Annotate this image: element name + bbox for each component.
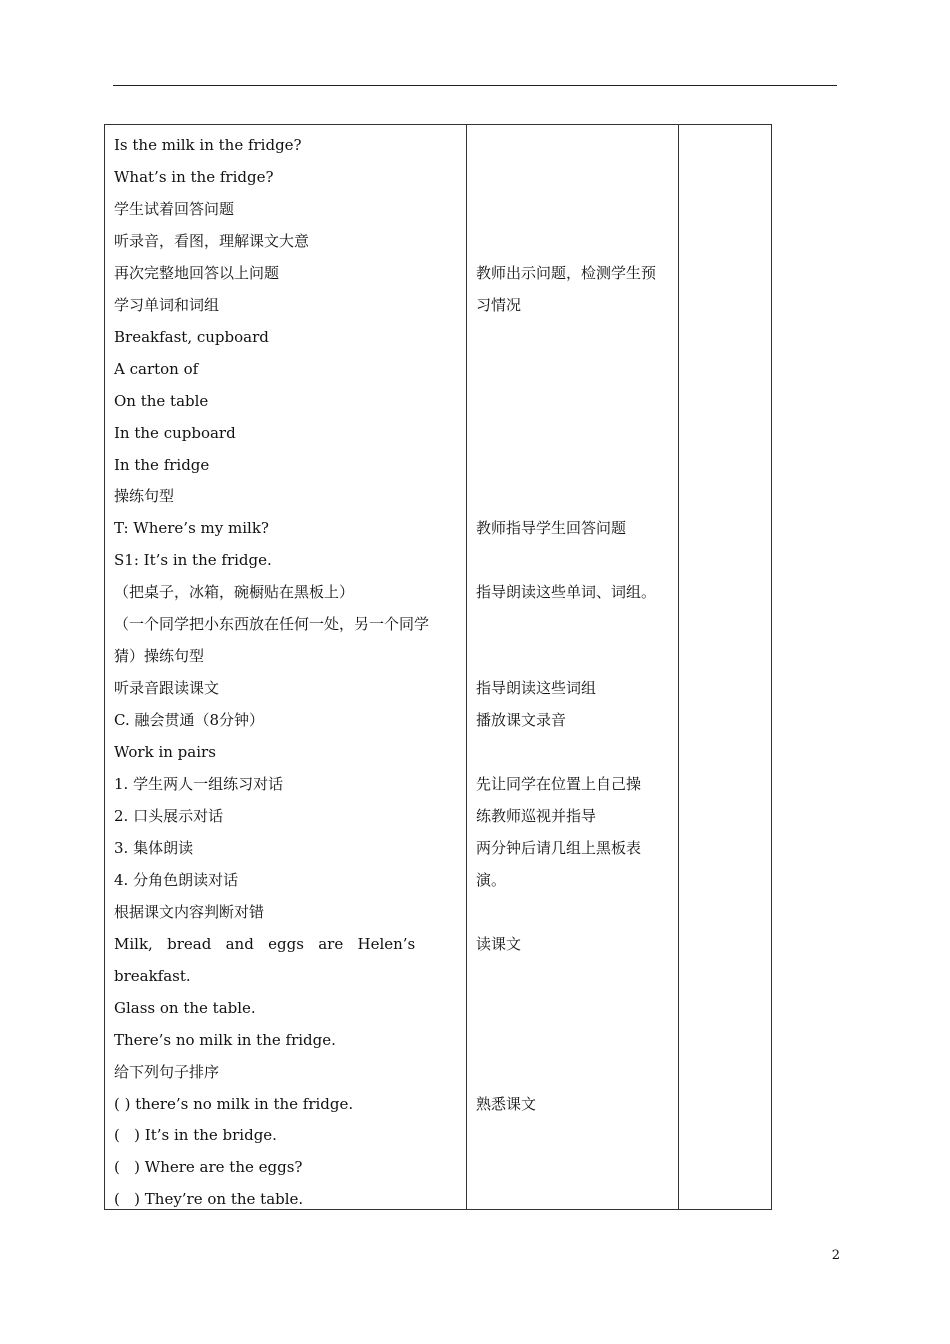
- activity-line: 3. 集体朗读: [114, 838, 194, 857]
- activity-line: ( ) It’s in the bridge.: [114, 1126, 277, 1145]
- activity-line: 操练句型: [114, 487, 175, 506]
- activity-line: （一个同学把小东西放在任何一处，另一个同学: [114, 615, 430, 634]
- activity-line: Glass on the table.: [114, 998, 256, 1017]
- activity-line: ( ) They’re on the table.: [114, 1190, 304, 1209]
- teacher-line: 两分钟后请几组上黑板表: [476, 838, 642, 857]
- activity-line: In the fridge: [114, 455, 210, 474]
- activity-line: Breakfast, cupboard: [114, 327, 269, 346]
- activity-line: 学习单词和词组: [114, 295, 220, 314]
- activity-line: （把桌子，冰箱，碗橱贴在黑板上）: [114, 583, 355, 602]
- teacher-line: 教师出示问题，检测学生预: [476, 263, 657, 282]
- activity-line: breakfast.: [114, 966, 191, 985]
- teacher-line: 播放课文录音: [476, 711, 567, 730]
- activity-line: 根据课文内容判断对错: [114, 902, 265, 921]
- activity-line: T: Where’s my milk?: [114, 519, 269, 538]
- activity-line: ( ) Where are the eggs?: [114, 1158, 303, 1177]
- teacher-line: 熟悉课文: [476, 1094, 537, 1113]
- activity-line: In the cupboard: [114, 423, 236, 442]
- activity-line: Milk, bread and eggs are Helen’s: [114, 934, 416, 953]
- teacher-line: 习情况: [476, 295, 522, 314]
- header-rule: [113, 85, 837, 86]
- activity-line: There’s no milk in the fridge.: [114, 1030, 336, 1049]
- activity-line: 1. 学生两人一组练习对话: [114, 775, 284, 793]
- activity-line: S1: It’s in the fridge.: [114, 551, 272, 570]
- page-number: 2: [831, 1248, 840, 1263]
- teacher-line: 练教师巡视并指导: [476, 806, 597, 825]
- teacher-line: 指导朗读这些词组: [476, 679, 597, 698]
- activity-line: 4. 分角色朗读对话: [114, 870, 239, 889]
- activity-line: What’s in the fridge?: [114, 167, 274, 186]
- activity-line: C. 融会贯通（8分钟）: [114, 711, 265, 730]
- activity-line: Is the milk in the fridge?: [114, 136, 302, 154]
- teacher-line: 教师指导学生回答问题: [476, 519, 627, 538]
- teacher-line: 先让同学在位置上自己操: [476, 775, 642, 793]
- teacher-line: 指导朗读这些单词、词组。: [476, 583, 657, 602]
- teacher-line: 演。: [476, 870, 507, 889]
- activity-line: A carton of: [114, 359, 199, 378]
- activity-line: 学生试着回答问题: [114, 199, 235, 218]
- activity-line: 再次完整地回答以上问题: [114, 263, 280, 282]
- activity-line: On the table: [114, 391, 209, 410]
- activity-line: 2. 口头展示对话: [114, 806, 224, 825]
- activity-line: ( ) there’s no milk in the fridge.: [114, 1094, 354, 1113]
- column-divider-1: [466, 125, 467, 1209]
- activity-line: 听录音跟读课文: [114, 679, 220, 698]
- activity-line: Work in pairs: [114, 743, 216, 762]
- column-divider-2: [678, 125, 679, 1209]
- teacher-line: 读课文: [476, 934, 522, 953]
- activity-line: 听录音，看图，理解课文大意: [114, 231, 310, 250]
- activity-line: 猜）操练句型: [114, 647, 205, 666]
- lesson-table: [104, 124, 772, 1210]
- activity-line: 给下列句子排序: [114, 1062, 220, 1081]
